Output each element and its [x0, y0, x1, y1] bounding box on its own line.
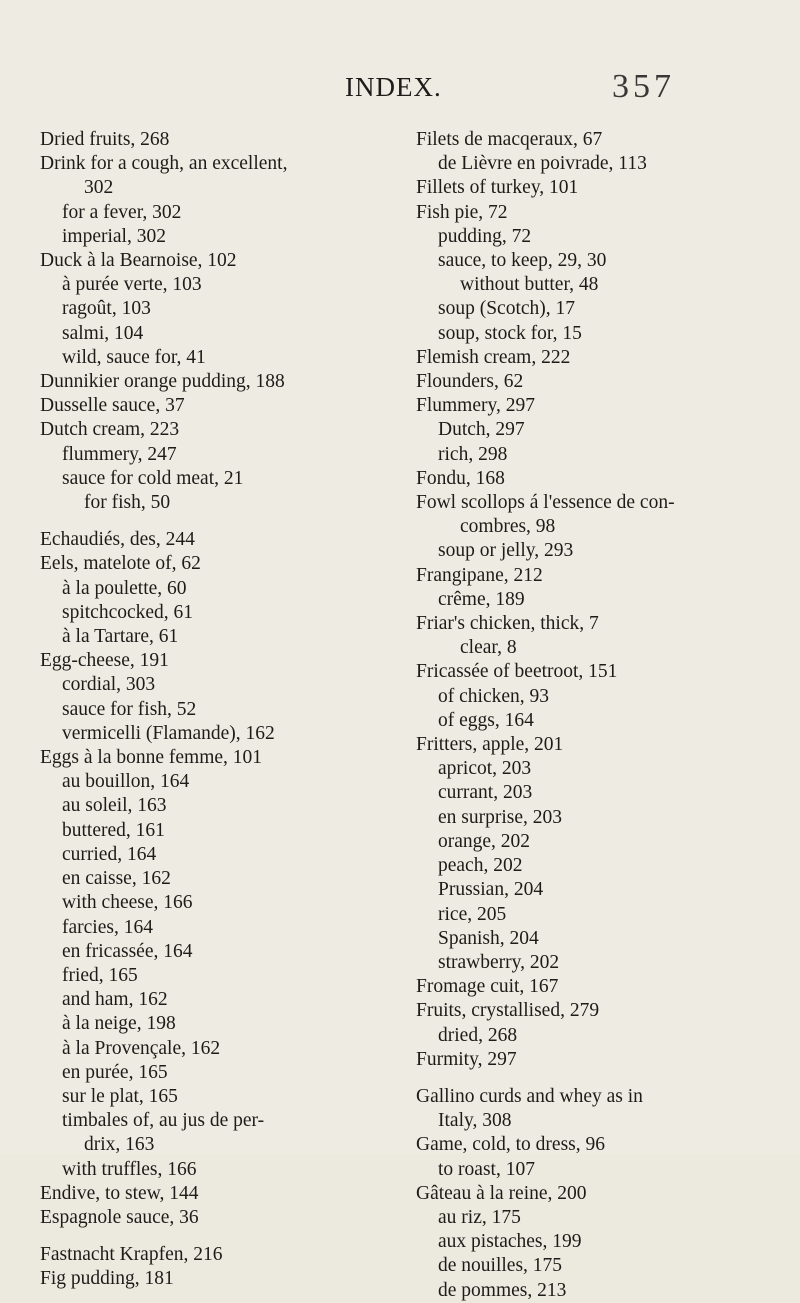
index-entry: imperial, 302 — [62, 225, 166, 247]
index-entry: en surprise, 203 — [438, 806, 563, 828]
index-entry: Frangipane, 212 — [416, 564, 543, 586]
index-entry: Prussian, 204 — [438, 879, 544, 901]
index-entry: à la poulette, 60 — [62, 577, 187, 599]
index-entry: à la neige, 198 — [62, 1013, 176, 1035]
index-entry: salmi, 104 — [62, 322, 144, 344]
index-entry: Game, cold, to dress, 96 — [416, 1134, 606, 1156]
index-entry: Flummery, 297 — [416, 395, 535, 417]
index-entry: Dutch, 297 — [438, 419, 525, 441]
index-entry: ragoût, 103 — [62, 298, 151, 320]
index-entry: of eggs, 164 — [438, 709, 534, 731]
index-entry: à la Tartare, 61 — [62, 626, 179, 648]
index-entry: Dutch cream, 223 — [40, 419, 180, 441]
index-entry: Fillets of turkey, 101 — [416, 177, 579, 199]
index-entry: au bouillon, 164 — [62, 771, 190, 793]
index-entry: combres, 98 — [460, 516, 556, 538]
index-entry: à la Provençale, 162 — [62, 1037, 221, 1059]
index-entry: en purée, 165 — [62, 1061, 168, 1083]
index-entry: Espagnole sauce, 36 — [40, 1206, 199, 1228]
index-entry: strawberry, 202 — [438, 951, 560, 973]
index-entry: buttered, 161 — [62, 819, 165, 841]
index-entry: Eggs à la bonne femme, 101 — [40, 747, 263, 769]
index-entry: pudding, 72 — [438, 225, 532, 247]
index-entry: Dusselle sauce, 37 — [40, 395, 185, 417]
index-entry: Dunnikier orange pudding, 188 — [40, 371, 285, 393]
index-entry: apricot, 203 — [438, 758, 532, 780]
index-entry: sauce for fish, 52 — [62, 698, 197, 720]
index-column-left — [40, 128, 395, 1292]
index-entry: au soleil, 163 — [62, 795, 167, 817]
index-entry: Fondu, 168 — [416, 467, 505, 489]
index-entry: rice, 205 — [438, 903, 507, 925]
index-entry: cordial, 303 — [62, 674, 156, 696]
index-entry: with truffles, 166 — [62, 1158, 197, 1180]
index-entry: Gâteau à la reine, 200 — [416, 1182, 587, 1204]
index-entry: Fowl scollops á l'essence de con- — [416, 492, 675, 514]
page-header — [0, 68, 800, 112]
index-entry: en caisse, 162 — [62, 868, 171, 890]
index-entry: Eels, matelote of, 62 — [40, 553, 201, 575]
index-entry: timbales of, au jus de per- — [62, 1110, 265, 1132]
index-entry: with cheese, 166 — [62, 892, 193, 914]
index-entry: soup (Scotch), 17 — [438, 298, 576, 320]
page-number: 357 — [612, 68, 675, 105]
index-entry: au riz, 175 — [438, 1206, 521, 1228]
index-entry: drix, 163 — [84, 1134, 155, 1156]
index-entry: of chicken, 93 — [438, 685, 550, 707]
index-entry: de pommes, 213 — [438, 1279, 567, 1301]
index-entry: Fruits, crystallised, 279 — [416, 1000, 600, 1022]
index-entry: 302 — [84, 177, 114, 199]
index-entry: farcies, 164 — [62, 916, 153, 938]
index-entry: Fastnacht Krapfen, 216 — [40, 1244, 223, 1266]
index-entry: Furmity, 297 — [416, 1048, 517, 1070]
index-entry: orange, 202 — [438, 830, 531, 852]
index-entry: curried, 164 — [62, 843, 157, 865]
index-entry: Dried fruits, 268 — [40, 129, 170, 150]
index-entry: Flemish cream, 222 — [416, 346, 571, 368]
index-entry: aux pistaches, 199 — [438, 1231, 582, 1253]
index-entry: sauce for cold meat, 21 — [62, 467, 244, 489]
index-entry: Gallino curds and whey as in — [416, 1085, 643, 1107]
index-entry: crême, 189 — [438, 588, 525, 610]
index-entry: soup, stock for, 15 — [438, 322, 582, 344]
index-entry: to roast, 107 — [438, 1158, 535, 1180]
index-entry: for fish, 50 — [84, 492, 171, 514]
index-entry: de nouilles, 175 — [438, 1255, 563, 1277]
index-column-right — [416, 128, 788, 1303]
index-entry: sur le plat, 165 — [62, 1085, 178, 1107]
index-entry: Flounders, 62 — [416, 371, 524, 393]
index-entry: soup or jelly, 293 — [438, 540, 574, 562]
index-entry: à purée verte, 103 — [62, 274, 202, 296]
index-entry: Italy, 308 — [438, 1110, 512, 1132]
index-entry: Fromage cuit, 167 — [416, 976, 559, 998]
index-entry: Friar's chicken, thick, 7 — [416, 613, 599, 635]
index-entry: rich, 298 — [438, 443, 508, 465]
index-entry: fried, 165 — [62, 964, 138, 986]
index-entry: flummery, 247 — [62, 443, 177, 465]
index-entry: currant, 203 — [438, 782, 533, 804]
index-entry: Filets de macqeraux, 67 — [416, 129, 603, 150]
index-entry: Endive, to stew, 144 — [40, 1182, 199, 1204]
index-entry: Fig pudding, 181 — [40, 1268, 174, 1290]
index-entry: Fricassée of beetroot, 151 — [416, 661, 618, 683]
index-entry: peach, 202 — [438, 855, 523, 877]
index-entry: and ham, 162 — [62, 989, 168, 1011]
page-title: INDEX. — [345, 72, 442, 102]
index-entry: en fricassée, 164 — [62, 940, 193, 962]
index-entry: Drink for a cough, an excellent, — [40, 153, 288, 175]
index-entry: wild, sauce for, 41 — [62, 346, 206, 368]
index-entry: for a fever, 302 — [62, 201, 182, 223]
index-entry: vermicelli (Flamande), 162 — [62, 722, 275, 744]
index-entry: clear, 8 — [460, 637, 517, 659]
index-entry: de Lièvre en poivrade, 113 — [438, 153, 647, 175]
index-entry: spitchcocked, 61 — [62, 601, 194, 623]
index-entry: sauce, to keep, 29, 30 — [438, 250, 607, 272]
index-entry: Fish pie, 72 — [416, 201, 508, 223]
index-entry: Spanish, 204 — [438, 927, 539, 949]
index-entry: dried, 268 — [438, 1024, 518, 1046]
index-entry: Duck à la Bearnoise, 102 — [40, 250, 237, 272]
index-entry: Echaudiés, des, 244 — [40, 529, 195, 551]
index-entry: Egg-cheese, 191 — [40, 650, 169, 672]
index-entry: without butter, 48 — [460, 274, 599, 296]
index-entry: Fritters, apple, 201 — [416, 734, 564, 756]
